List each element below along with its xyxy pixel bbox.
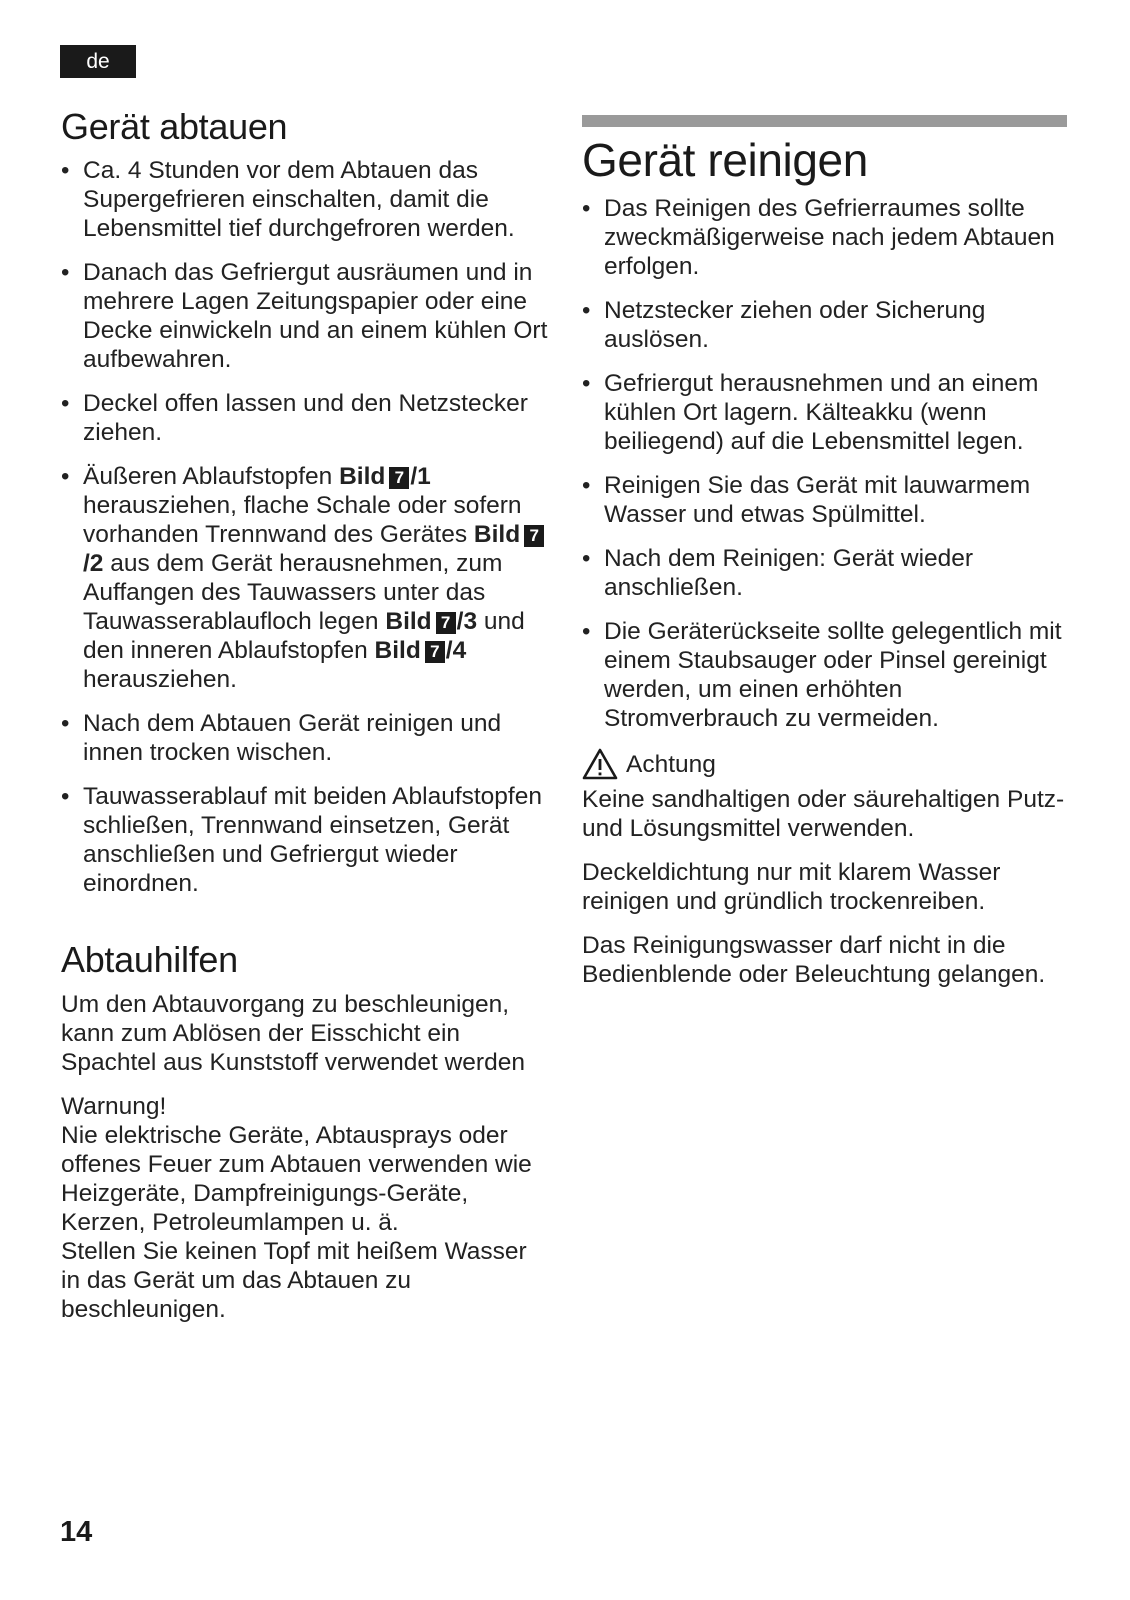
list-item: • Danach das Gefriergut ausräumen und in mehrere Lagen Zeitungspapier oder eine Decke einwickeln und an einem kühlen Ort aufbewahren. [61, 259, 548, 373]
defrost-aids-text [61, 990, 551, 1324]
list-item: • Äußeren Ablaufstopfen Bild 7 /1 herausziehen, flache Schale oder sofern vorhanden Trennwand des Gerätes Bild 7/2 aus dem Gerät herausnehmen, zum Auffangen des Tauwassers unter das Tauwasserablaufloch legen Bild 7 /3 und den inneren Ablaufstopfen Bild 7 /4 herausziehen. [61, 462, 551, 694]
list-item: • Deckel offen lassen und den Netzstecker ziehen. [61, 390, 528, 446]
heading-geraet-abtauen: Gerät abtauen [61, 106, 288, 147]
figure-7-icon: 7 [389, 467, 409, 489]
list-item: • Ca. 4 Stunden vor dem Abtauen das Supergefrieren einschalten, damit die Lebensmittel tief durchgefroren werden. [61, 157, 515, 242]
list-item: • Das Reinigen des Gefrierraumes sollte zweckmäßigerweise nach jedem Abtauen erfolgen. [582, 195, 1055, 280]
list-item: • Die Geräterückseite sollte gelegentlich mit einem Staubsauger oder Pinsel gereinigt werden, um einen erhöhten Stromverbrauch zu vermeiden. [582, 618, 1062, 732]
defrost-list [61, 156, 551, 898]
list-item: • Tauwasserablauf mit beiden Ablaufstopfen schließen, Trennwand einsetzen, Gerät anschließen und Gefriergut wieder einordnen. [61, 783, 542, 897]
figure-7-icon: 7 [436, 612, 456, 634]
defrost-steps [61, 156, 551, 913]
warning-text: Stellen Sie keinen Topf mit heißem Wasser in das Gerät um das Abtauen zu beschleunigen. [61, 1238, 527, 1323]
caution-heading [582, 748, 1067, 780]
cleaning-list [582, 194, 1067, 733]
caution-paragraph: Keine sandhaltigen oder säurehaltigen Putz- und Lösungsmittel verwenden. [582, 786, 1065, 842]
caution-paragraph: Das Reinigungswasser darf nicht in die Bedienblende oder Beleuchtung gelangen. [582, 932, 1046, 988]
page-number: 14 [60, 1516, 93, 1548]
paragraph: Um den Abtauvorgang zu beschleunigen, kann zum Ablösen der Eisschicht ein Spachtel aus Kunststoff verwendet werden [61, 991, 525, 1076]
list-item: • Netzstecker ziehen oder Sicherung auslösen. [582, 297, 986, 353]
caution-paragraph: Deckeldichtung nur mit klarem Wasser reinigen und gründlich trockenreiben. [582, 859, 1001, 915]
warning-text: Nie elektrische Geräte, Abtausprays oder offenes Feuer zum Abtauen verwenden wie Heizgeräte, Dampfreinigungs-Geräte, Kerzen, Petroleumlampen u. ä. [61, 1122, 532, 1236]
figure-7-icon: 7 [524, 525, 544, 547]
heading-abtauhilfen: Abtauhilfen [61, 939, 238, 980]
language-tab: de [60, 45, 136, 78]
warning-block [61, 1092, 551, 1324]
caution-label: Achtung [626, 750, 716, 778]
list-item: • Reinigen Sie das Gerät mit lauwarmem Wasser und etwas Spülmittel. [582, 472, 1031, 528]
cleaning-steps [582, 194, 1067, 1004]
list-item: • Nach dem Reinigen: Gerät wieder anschließen. [582, 545, 974, 601]
section-bar [582, 115, 1067, 127]
list-item: • Nach dem Abtauen Gerät reinigen und innen trocken wischen. [61, 710, 502, 766]
figure-7-icon: 7 [425, 641, 445, 663]
heading-geraet-reinigen: Gerät reinigen [582, 134, 868, 186]
warning-triangle-icon [582, 748, 618, 780]
warning-label: Warnung! [61, 1093, 167, 1120]
list-item: • Gefriergut herausnehmen und an einem kühlen Ort lagern. Kälteakku (wenn beiliegend) auf die Lebensmittel legen. [582, 370, 1039, 455]
